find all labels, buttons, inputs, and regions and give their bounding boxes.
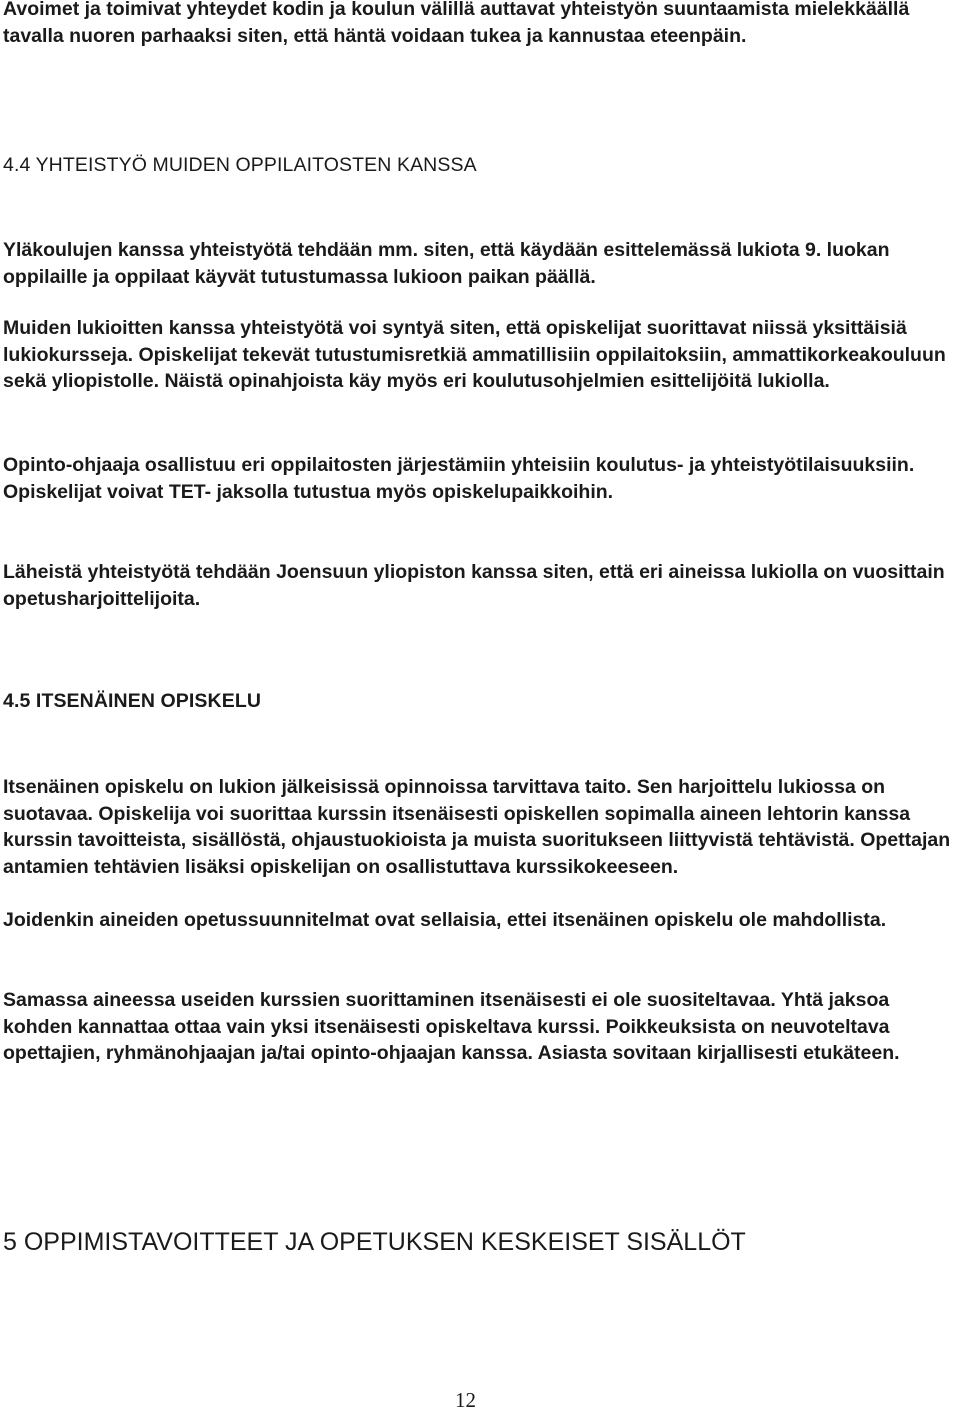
section-4-4-paragraph-3: Opinto-ohjaaja osallistuu eri oppilaitosten järjestämiin yhteisiin koulutus- ja yhteistyötilaisuuksiin. Opiskelijat voivat TET- jaksolla tutustua myös opiskelupaikkoihin. (3, 454, 915, 503)
section-4-4-paragraph-4: Läheistä yhteistyötä tehdään Joensuun yliopiston kanssa siten, että eri aineissa lukiolla on vuosittain opetusharjoittelijoita. (3, 561, 945, 610)
section-4-5-paragraph-3: Samassa aineessa useiden kurssien suorittaminen itsenäisesti ei ole suositeltavaa. Yhtä jaksoa kohden kannattaa ottaa vain yksi itsenäisesti opiskeltava kurssi. Poikkeuksista on neuvoteltava opettajien, ryhmänohjaajan ja/tai opinto-ohjaajan kanssa. Asiasta sovitaan kirjallisesti etukäteen. (3, 989, 900, 1065)
chapter-5-heading: 5 OPPIMISTAVOITTEET JA OPETUKSEN KESKEISET SISÄLLÖT (3, 1228, 746, 1256)
section-4-4-paragraph-1: Yläkoulujen kanssa yhteistyötä tehdään mm. siten, että käydään esittelemässä lukiota 9. luokan oppilaille ja oppilaat käyvät tutustumassa lukioon paikan päällä. (3, 239, 890, 288)
intro-paragraph: Avoimet ja toimivat yhteydet kodin ja koulun välillä auttavat yhteistyön suuntaamista mielekkäällä tavalla nuoren parhaaksi siten, että häntä voidaan tukea ja kannustaa eteenpäin. (3, 0, 910, 47)
page-number: 12 (455, 1388, 476, 1412)
section-4-4-heading: 4.4 YHTEISTYÖ MUIDEN OPPILAITOSTEN KANSSA (3, 154, 477, 176)
section-4-5-paragraph-2: Joidenkin aineiden opetussuunnitelmat ovat sellaisia, ettei itsenäinen opiskelu ole mahdollista. (3, 909, 887, 931)
section-4-5-paragraph-1: Itsenäinen opiskelu on lukion jälkeisissä opinnoissa tarvittava taito. Sen harjoittelu lukiossa on suotavaa. Opiskelija voi suorittaa kurssin itsenäisesti opiskellen sopimalla aineen lehtorin kanssa kurssin tavoitteista, sisällöstä, ohjaustuokioista ja muista suoritukseen liittyvistä tehtävistä. Opettajan antamien tehtävien lisäksi opiskelijan on osallistuttava kurssikokeeseen. (3, 776, 951, 878)
section-4-4-paragraph-2: Muiden lukioitten kanssa yhteistyötä voi syntyä siten, että opiskelijat suorittavat niissä yksittäisiä lukiokursseja. Opiskelijat tekevät tutustumisretkiä ammatillisiin oppilaitoksiin, ammattikorkeakouluun sekä yliopistolle. Näistä opinahjoista käy myös eri koulutusohjelmien esittelijöitä lukiolla. (3, 317, 946, 393)
section-4-5-heading: 4.5 ITSENÄINEN OPISKELU (3, 690, 262, 712)
